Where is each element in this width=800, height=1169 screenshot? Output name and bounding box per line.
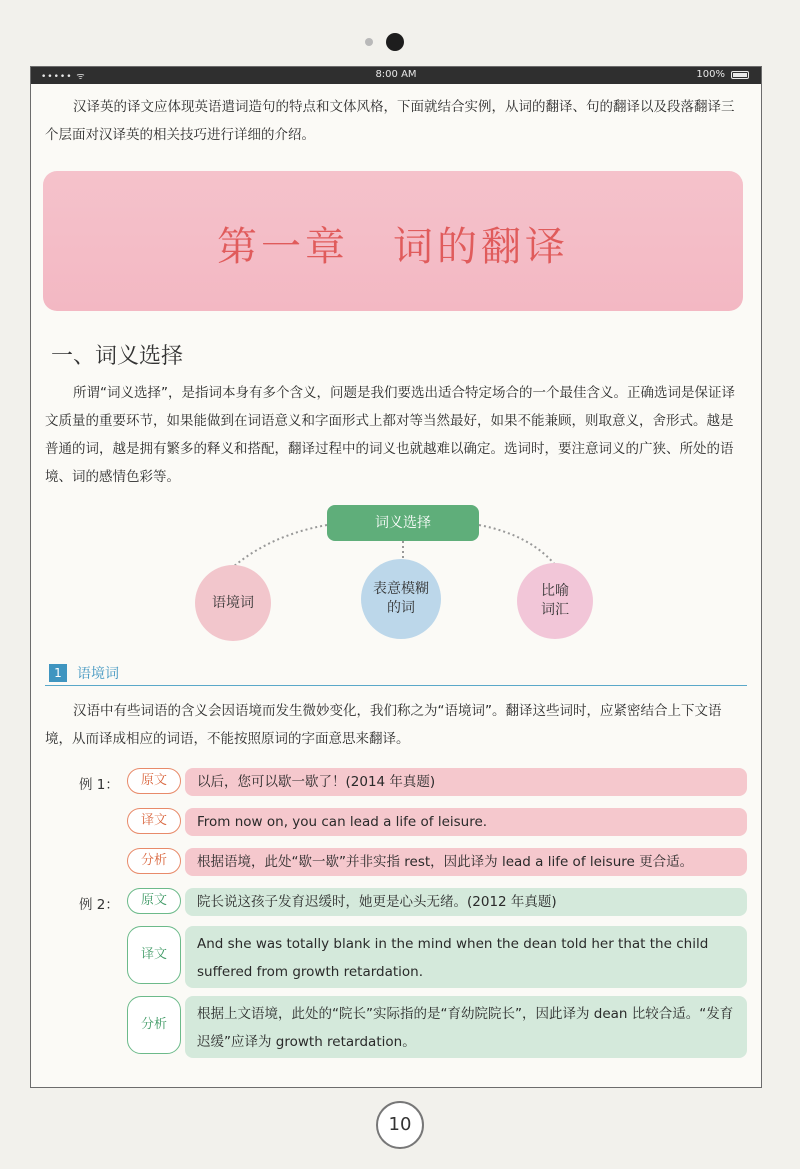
page-indicator-dot[interactable] xyxy=(365,38,373,46)
section-title: 一、词义选择 xyxy=(51,344,184,369)
tablet-screen xyxy=(30,66,762,1088)
example-original-text: 院长说这孩子发育迟缓时，她更是心头无绪。(2012 年真题) xyxy=(185,888,747,916)
example-tag-analysis: 分析 xyxy=(127,996,181,1054)
status-time: 8:00 AM xyxy=(375,69,417,80)
example-analysis-text: 根据语境，此处“歇一歇”并非实指 rest，因此译为 lead a life of leisure 更合适。 xyxy=(185,848,747,876)
example-original-text: 以后，您可以歇一歇了！(2014 年真题) xyxy=(185,768,747,796)
battery-icon xyxy=(731,71,749,79)
example-tag-original: 原文 xyxy=(127,888,181,914)
example-translation-text: From now on, you can lead a life of leisure. xyxy=(185,808,747,836)
example-tag-translation: 译文 xyxy=(127,808,181,834)
example-tag-original: 原文 xyxy=(127,768,181,794)
example-translation-text: And she was totally blank in the mind when the dean told her that the child suffered from growth retardation. xyxy=(185,926,747,988)
example-label: 例 2： xyxy=(79,897,119,913)
battery-percentage: 100% xyxy=(696,69,725,80)
section-body: 所谓“词义选择”，是指词本身有多个含义，问题是我们要选出适合特定场合的一个最佳含义。正确选词是保证译文质量的重要环节，如果能做到在词语意义和字面形式上都对等当然最好，如果不能兼顾，则取意义，舍形式。越是普通的词，越是拥有繁多的释义和搭配，翻译过程中的词义也就越难以确定。选词时，要注意词义的广狭、所处的语境、词的感情色彩等。 xyxy=(45,385,735,485)
diagram-node-ambiguous-words xyxy=(361,559,441,639)
chapter-banner xyxy=(43,171,743,311)
example-analysis-text: 根据上文语境，此处的“院长”实际指的是“育幼院院长”，因此译为 dean 比较合适。“发育迟缓”应译为 growth retardation。 xyxy=(185,996,747,1058)
diagram-node-context-words: 语境词 xyxy=(195,565,271,641)
example-tag-translation: 译文 xyxy=(127,926,181,984)
example-label: 例 1： xyxy=(79,777,119,793)
chapter-title: 第一章 词的翻译 xyxy=(217,224,569,270)
signal-icon: ••••• ᯤ xyxy=(41,72,86,82)
diagram-node-metaphor-words xyxy=(517,563,593,639)
diagram-node-label: 比喻词汇 xyxy=(541,583,569,618)
subsection-number: 1 xyxy=(49,664,67,682)
diagram-node-label: 表意模糊的词 xyxy=(373,581,429,616)
subsection-title: 语境词 xyxy=(77,666,119,682)
page-indicator-dot-active[interactable] xyxy=(386,33,404,51)
example-tag-analysis: 分析 xyxy=(127,848,181,874)
page-number: 10 xyxy=(376,1101,424,1149)
subsection-body: 汉语中有些词语的含义会因语境而发生微妙变化，我们称之为“语境词”。翻译这些词时，应紧密结合上下文语境，从而译成相应的词语，不能按照原词的字面意思来翻译。 xyxy=(45,703,722,747)
intro-paragraph: 汉译英的译文应体现英语遣词造句的特点和文体风格，下面就结合实例，从词的翻译、句的翻译以及段落翻译三个层面对汉译英的相关技巧进行详细的介绍。 xyxy=(45,99,735,143)
status-bar xyxy=(31,67,761,84)
subsection-header xyxy=(45,663,747,686)
diagram-root-node: 词义选择 xyxy=(327,505,479,541)
concept-diagram xyxy=(181,499,601,647)
